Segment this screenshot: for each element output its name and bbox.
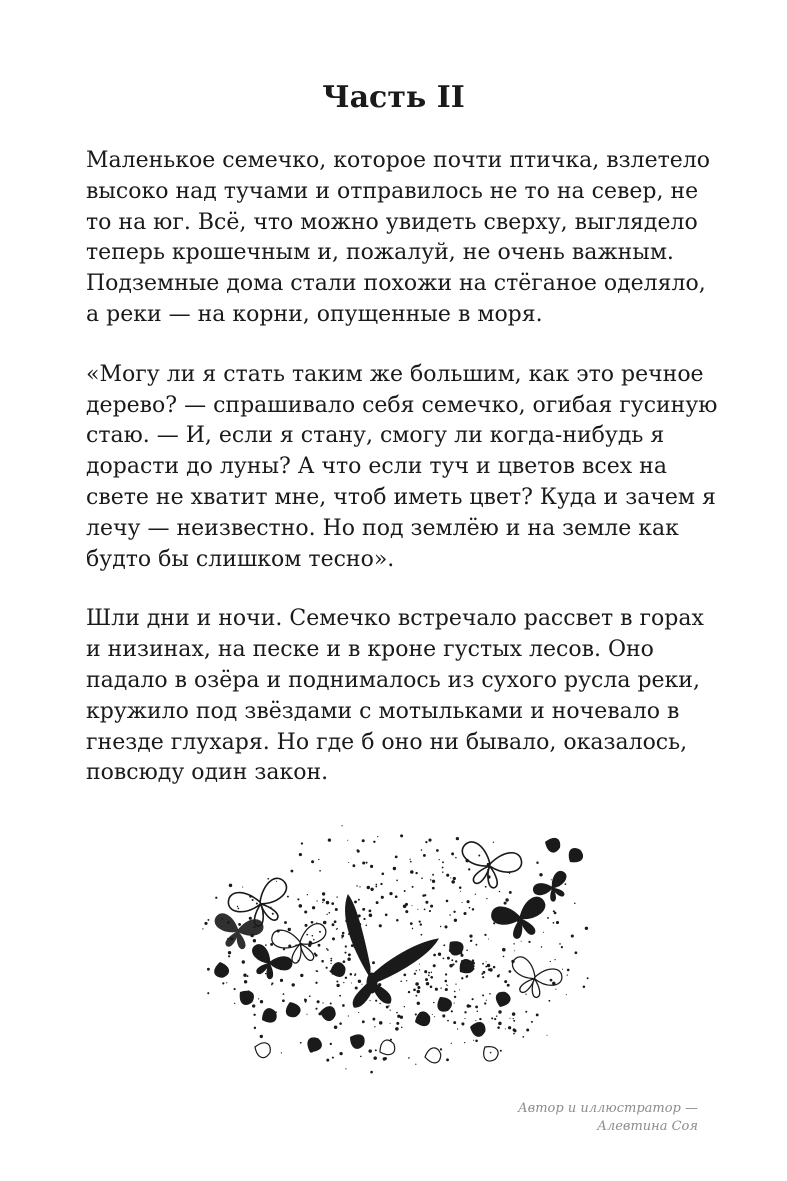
chapter-body [86,146,726,818]
credit-name: Алевтина Соя [597,1119,698,1134]
text-line: дорасти до луны? А что если туч и цветов всех на [86,454,667,480]
text-line: лечу — неизвестно. Но под землёю и на земле как [86,515,679,541]
text-line: будто бы слишком тесно». [86,546,395,572]
text-line: падало в озёра и поднималось из сухого русла реки, [86,667,700,693]
paragraph-3 [86,604,726,789]
text-line: высоко над тучами и отправилось не то на север, не [86,178,699,204]
text-line: Подземные дома стали похожи на стёганое оделяло, [86,271,706,297]
chapter-title: Часть II [322,80,465,115]
paragraph-1 [86,146,726,331]
text-line: свете не хватит мне, чтоб иметь цвет? Куда и зачем я [86,484,716,510]
text-line: дерево? — спрашивало себя семечко, огибая гусиную [86,392,718,418]
credit-role: Автор и иллюстратор — [517,1101,698,1116]
text-line: повсюду один закон. [86,760,329,786]
author-credit [518,1100,698,1136]
text-line: и низинах, на песке и в кроне густых лесов. Оно [86,637,654,663]
butterflies-and-seeds-illustration [200,822,592,1084]
text-line: Шли дни и ночи. Семечко встречало рассвет в горах [86,606,704,632]
text-line: теперь крошечным и, пожалуй, не очень важным. [86,240,674,266]
paragraph-2 [86,360,726,576]
text-line: «Могу ли я стать таким же большим, как это речное [86,361,704,387]
text-line: то на юг. Всё, что можно увидеть сверху, выглядело [86,209,698,235]
text-line: стаю. — И, если я стану, смогу ли когда-нибудь я [86,423,665,449]
text-line: а реки — на корни, опущенные в моря. [86,301,543,327]
text-line: кружило под звёздами с мотыльками и ночевало в [86,698,680,724]
text-line: гнезде глухаря. Но где б оно ни бывало, оказалось, [86,729,688,755]
text-line: Маленькое семечко, которое почти птичка, взлетело [86,148,711,173]
